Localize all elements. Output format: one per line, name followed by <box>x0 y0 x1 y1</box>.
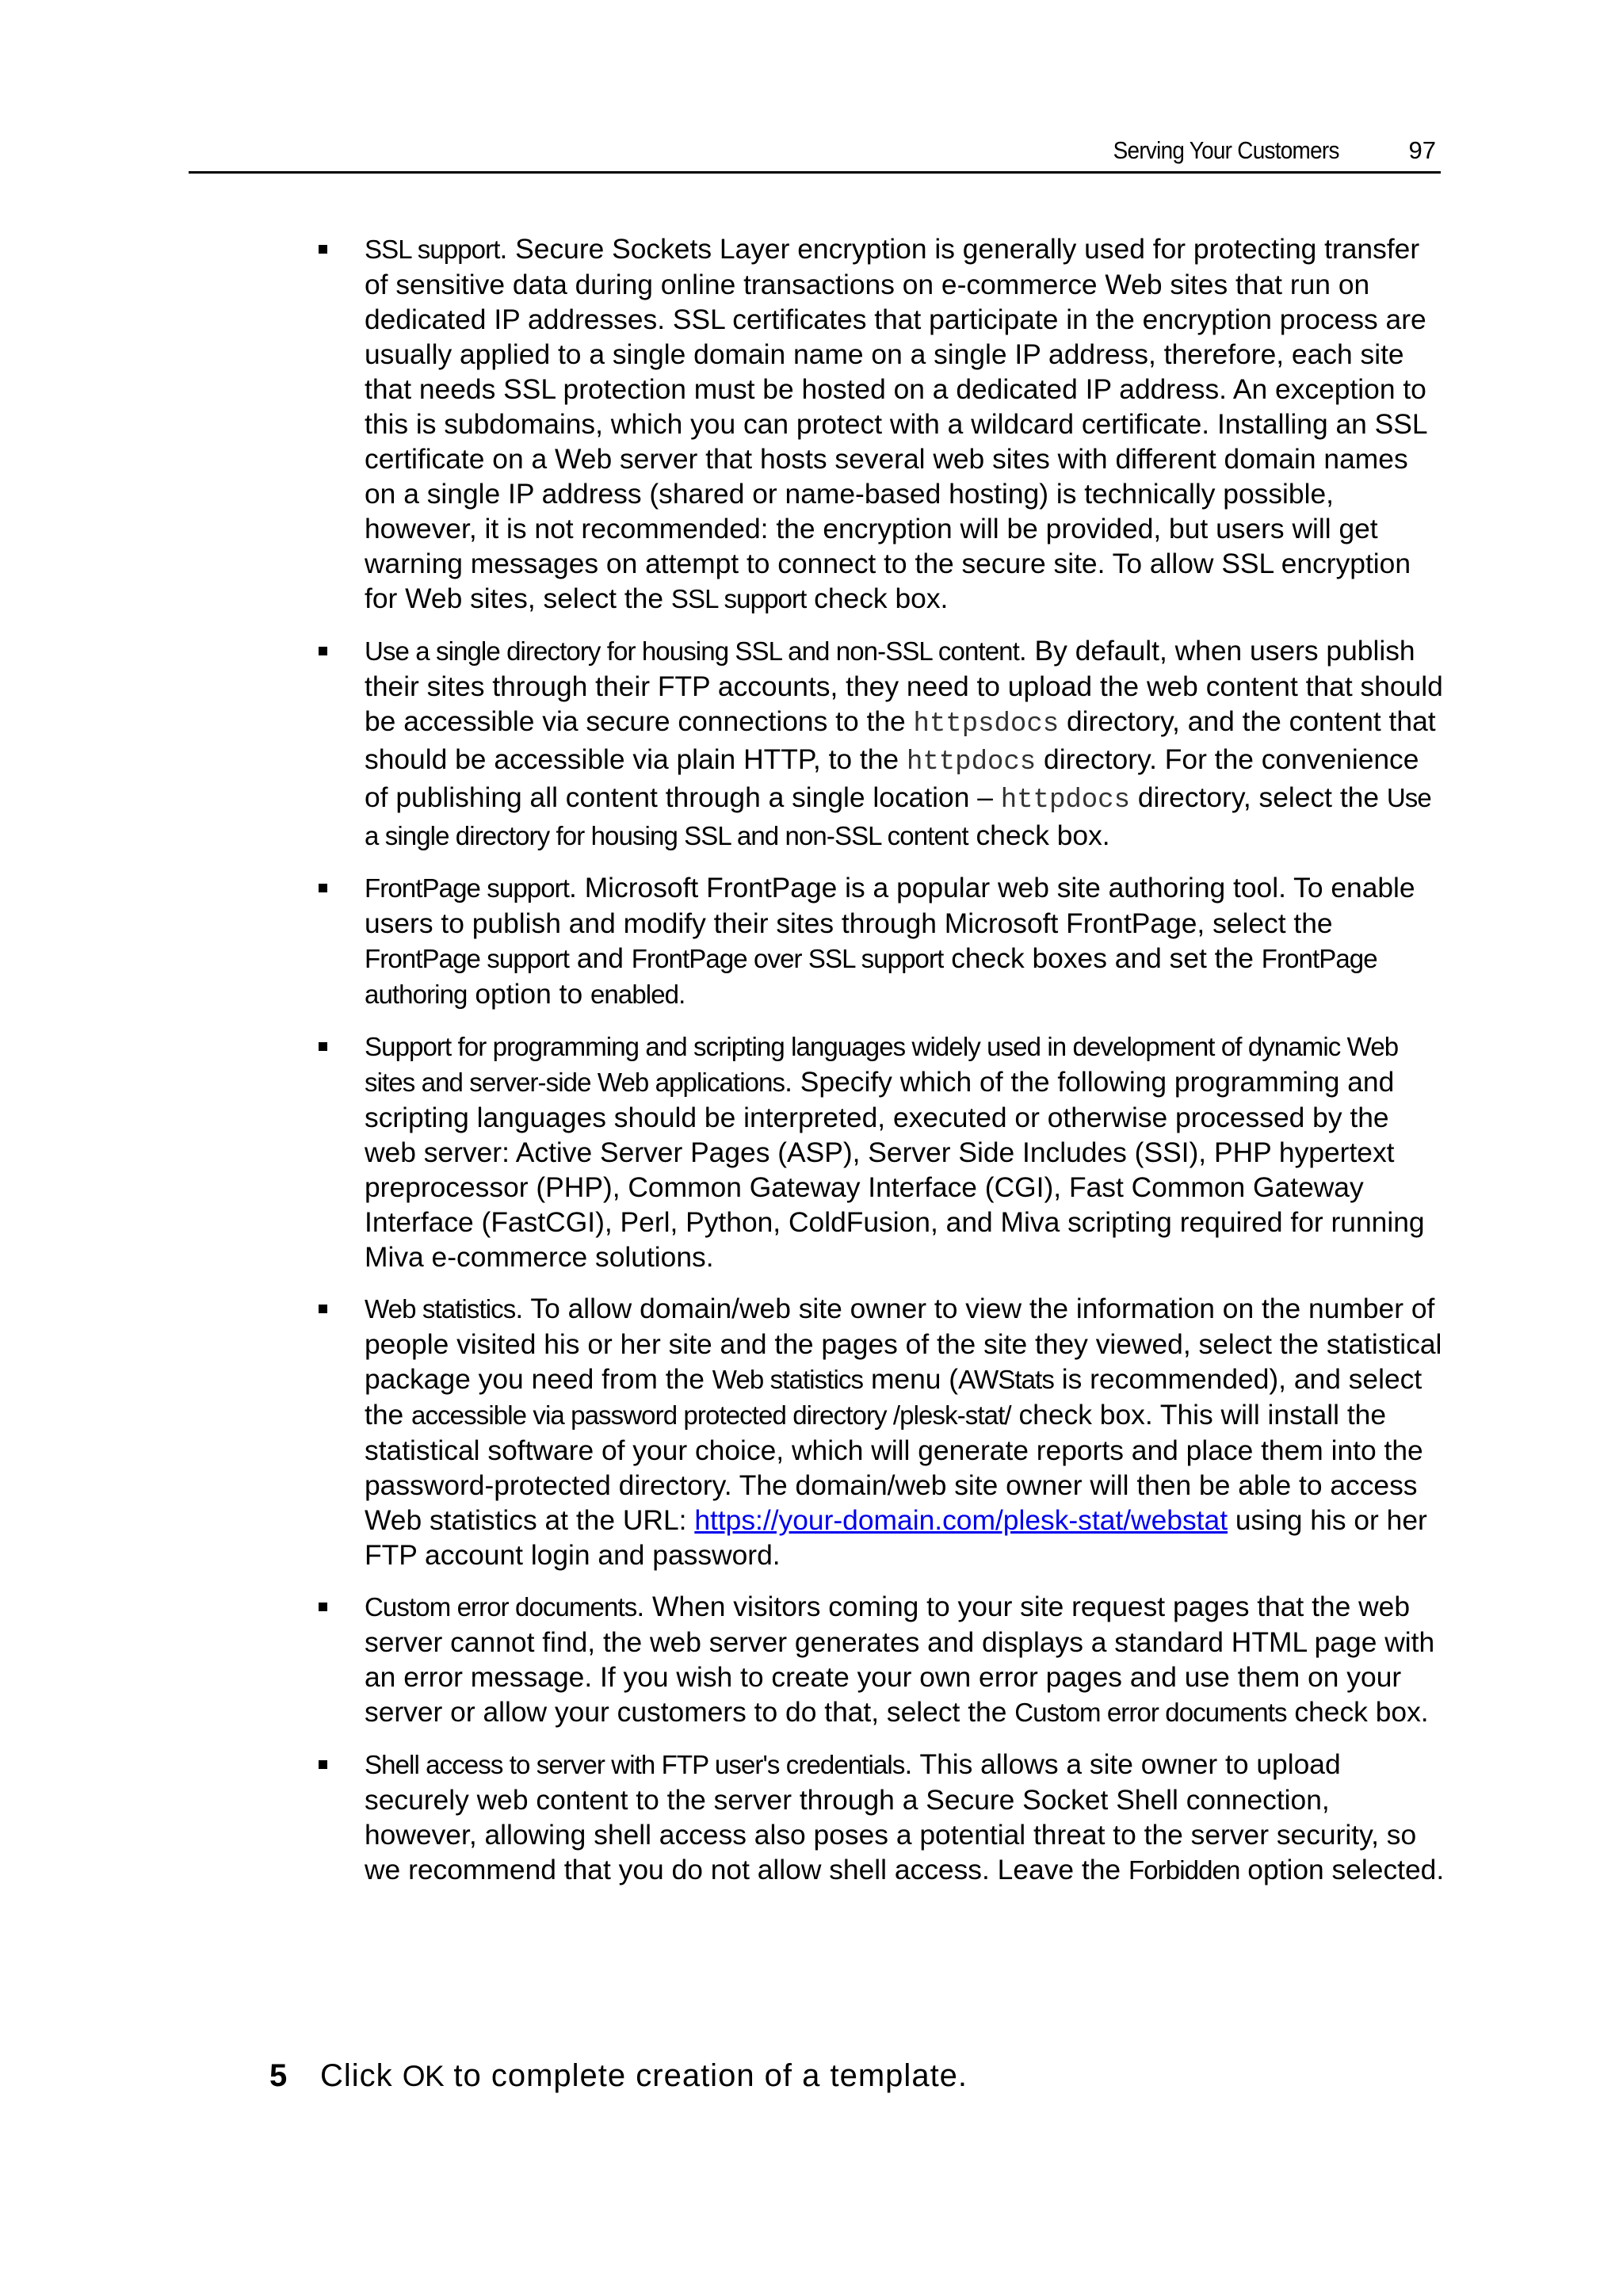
bullet-icon <box>319 1291 338 1326</box>
ok-button-ref: OK <box>402 2060 445 2092</box>
option-ref-frontpage-authoring: FrontPage authoring <box>365 944 1377 1009</box>
bullet-icon <box>319 1589 338 1624</box>
list-item-text: Support for programming and scripting languages widely used in development of dynamic Web sites and server-side Web applications. Specify which of the following programming and scripting languages should be interpreted, executed or otherwise processed by the web server: Active Server Pages (ASP), Server Side Includes (SSI), PHP hypertext preprocessor (PHP), Common Gateway Interface (CGI), Fast Common Gateway Interface (FastCGI), Perl, Python, ColdFusion, and Miva scripting required for running Miva e-commerce solutions. <box>365 1032 1425 1273</box>
option-ref-enabled: enabled. <box>590 980 685 1009</box>
term-scripting-languages: Support for programming and scripting languages widely used in development of dynamic Web sites and server-side Web applications <box>365 1032 1399 1097</box>
option-ref-frontpage-support: FrontPage support <box>365 944 570 973</box>
option-ref-protected-directory: accessible via password protected directory /plesk-stat/ <box>411 1400 1011 1430</box>
term-shell-access: Shell access to server with FTP user's credentials <box>365 1750 905 1779</box>
list-item-scripting-languages <box>320 1029 1445 1274</box>
term-ssl-support: SSL support <box>365 235 500 264</box>
bullet-icon <box>319 231 338 266</box>
option-ref-ssl-support: SSL support <box>670 584 807 613</box>
option-ref-forbidden: Forbidden <box>1128 1855 1240 1885</box>
bullet-icon <box>319 1029 338 1064</box>
bullet-icon <box>319 633 338 668</box>
list-item-custom-error-documents <box>320 1589 1445 1730</box>
list-item-frontpage-support <box>320 870 1445 1012</box>
option-ref-custom-error-documents: Custom error documents <box>1014 1698 1287 1727</box>
list-item-ssl-support <box>320 231 1445 617</box>
term-custom-error-documents: Custom error documents <box>365 1592 637 1622</box>
list-item-text: FrontPage support. Microsoft FrontPage is a popular web site authoring tool. To enable users to publish and modify their sites through Microsoft FrontPage, select the FrontPage support and FrontPage over SSL support check boxes and set the FrontPage authoring option to enabled. <box>365 872 1415 1010</box>
running-header <box>189 133 1441 174</box>
list-item-text: Shell access to server with FTP user's credentials. This allows a site owner to upload securely web content to the server through a Secure Socket Shell connection, however, allowing shell access also poses a potential threat to the server security, so we recommend that you do not allow shell access. Leave the Forbidden option selected. <box>365 1748 1445 1885</box>
term-single-directory: Use a single directory for housing SSL and non-SSL content <box>365 636 1019 666</box>
option-ref-awstats: AWStats <box>958 1365 1054 1394</box>
list-item-shell-access <box>320 1747 1445 1888</box>
webstat-url-link[interactable]: https://your-domain.com/plesk-stat/webstat <box>694 1504 1228 1536</box>
list-item-web-statistics <box>320 1291 1445 1572</box>
list-item-text: Web statistics. To allow domain/web site owner to view the information on the number of people visited his or her site and the pages of the site they viewed, select the statistical package you need from the Web statistics menu (AWStats is recommended), and select the accessible via password protected directory /plesk-stat/ check box. This will install the statistical software of your choice, which will generate reports and place them into the password-protected directory. The domain/web site owner will then be able to access Web statistics at the URL: https://your-domain.com/plesk-stat/webstat using his or her FTP account login and password. <box>365 1293 1442 1571</box>
step-number: 5 <box>269 2058 288 2093</box>
code-httpdocs: httpdocs <box>1000 785 1130 816</box>
code-httpdocs: httpdocs <box>906 747 1037 777</box>
option-ref-web-statistics-menu: Web statistics <box>712 1365 864 1394</box>
option-ref-frontpage-over-ssl: FrontPage over SSL support <box>631 944 944 973</box>
term-web-statistics: Web statistics <box>365 1294 516 1324</box>
option-ref-single-directory: Use a single directory for housing SSL and non-SSL content <box>365 783 1431 850</box>
list-item-text: Use a single directory for housing SSL and non-SSL content. By default, when users publish their sites through their FTP accounts, they need to upload the web content that should be accessible via secure connections to the httpsdocs directory, and the content that should be accessible via plain HTTP, to the httpdocs directory. For the convenience of publishing all content through a single location – httpdocs directory, select the Use a single directory for housing SSL and non-SSL content check box. <box>365 635 1443 851</box>
header-section-title: Serving Your Customers <box>1113 136 1339 164</box>
list-item-text: Custom error documents. When visitors coming to your site request pages that the web server cannot find, the web server generates and displays a standard HTML page with an error message. If you wish to create your own error pages and use them on your server or allow your customers to do that, select the Custom error documents check box. <box>365 1591 1435 1728</box>
option-list <box>320 231 1445 1904</box>
list-item-single-directory <box>320 633 1445 854</box>
list-item-text: SSL support. Secure Sockets Layer encryption is generally used for protecting transfer of sensitive data during online transactions on e-commerce Web sites that run on dedicated IP addresses. SSL certificates that participate in the encryption process are usually applied to a single domain name on a single IP address, therefore, each site that needs SSL protection must be hosted on a dedicated IP address. An exception to this is subdomains, which you can protect with a wildcard certificate. Installing an SSL certificate on a Web server that hosts several web sites with different domain names on a single IP address (shared or name-based hosting) is technically possible, however, it is not recommended: the encryption will be provided, but users will get warning messages on attempt to connect to the secure site. To allow SSL encryption for Web sites, select the SSL support check box. <box>365 233 1427 614</box>
step-5: 5 Click OK to complete creation of a template. <box>269 2056 968 2096</box>
term-frontpage-support: FrontPage support <box>365 873 570 903</box>
bullet-icon <box>319 870 338 905</box>
page-number: 97 <box>1408 136 1436 164</box>
code-httpsdocs: httpsdocs <box>913 709 1060 739</box>
bullet-icon <box>319 1747 338 1782</box>
